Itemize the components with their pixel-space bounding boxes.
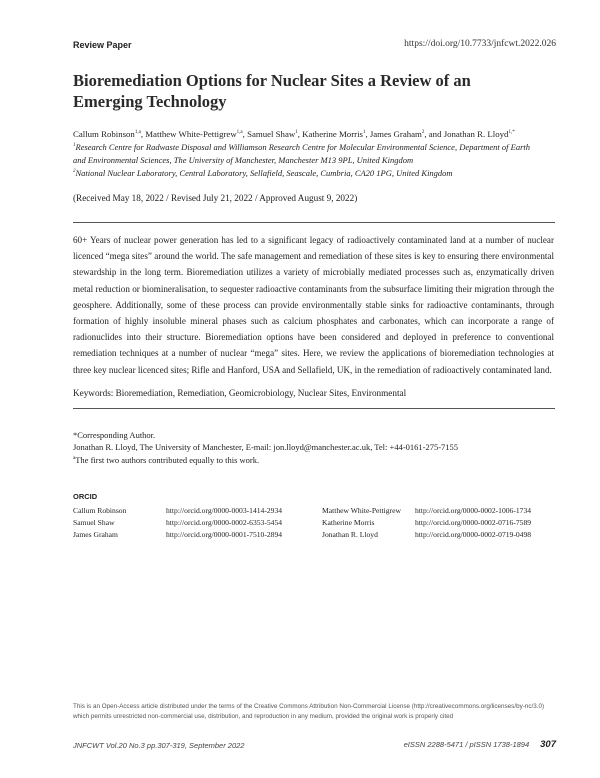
author-sup: 1,* bbox=[508, 130, 515, 135]
affiliation-text: National Nuclear Laboratory, Central Laboratory, Sellafield, Seascale, Cumbria, CA20 1PG, United Kingdom bbox=[75, 167, 453, 178]
divider bbox=[73, 222, 555, 223]
author-sup: 1,a bbox=[236, 130, 243, 135]
affiliation-sup: 2 bbox=[73, 169, 76, 174]
author-name: Matthew White-Pettigrew bbox=[145, 128, 237, 139]
author-sup: 2 bbox=[421, 130, 425, 135]
orcid-author: Katherine Morris bbox=[322, 518, 375, 527]
orcid-link[interactable]: http://orcid.org/0000-0003-1414-2934 bbox=[166, 506, 283, 515]
orcid-author: Callum Robinson bbox=[73, 506, 127, 515]
page-number: 307 bbox=[540, 739, 556, 750]
orcid-author: James Graham bbox=[73, 530, 118, 539]
paper-title: Bioremediation Options for Nuclear Sites a Review of an Emerging Technology bbox=[73, 71, 471, 111]
article-type: Review Paper bbox=[73, 40, 132, 50]
orcid-author: Jonathan R. Lloyd bbox=[322, 530, 378, 539]
license-text: This is an Open-Access article distributed under the terms of the Creative Commons Attribution Non-Commercial License (http://creativecommons.org/licenses/by-nc/3.0) which permits unrestricted non-commercial use, distribution, and reproduction in any medium, provided the original work is properly cited bbox=[73, 703, 545, 720]
orcid-table bbox=[73, 505, 553, 541]
author-sup: 1 bbox=[295, 130, 298, 135]
orcid-row bbox=[73, 517, 553, 529]
received-dates: (Received May 18, 2022 / Revised July 21, 2022 / Approved August 9, 2022) bbox=[73, 193, 358, 203]
corr-note-text: The first two authors contributed equally to this work. bbox=[75, 454, 260, 465]
issn: eISSN 2288-5471 / pISSN 1738-1894 bbox=[403, 740, 530, 749]
author-sup: 1 bbox=[362, 130, 366, 135]
correspondence bbox=[73, 430, 458, 466]
journal-citation: JNFCWT Vol.20 No.3 pp.307-319, September 2022 bbox=[73, 741, 245, 750]
divider bbox=[73, 408, 555, 409]
affiliation-sup: 1 bbox=[73, 143, 76, 148]
orcid-link[interactable]: http://orcid.org/0000-0002-6353-5454 bbox=[166, 518, 283, 527]
corr-label: *Corresponding Author. bbox=[73, 430, 156, 440]
keywords: Keywords: Bioremediation, Remediation, Geomicrobiology, Nuclear Sites, Environmental bbox=[73, 388, 407, 398]
author-list: Callum Robinson$^{1,a}$, Matthew White-Pettigrew$^{1,a}$, Samuel Shaw$^1$, Katherine Morris$^1$, James Graham$^2$, and Jonathan R. Lloyd$^{1,*}$ bbox=[73, 128, 515, 139]
affiliation bbox=[73, 139, 543, 167]
orcid-row bbox=[73, 529, 553, 541]
orcid-title: ORCID bbox=[73, 492, 98, 501]
affiliation bbox=[73, 165, 543, 180]
footer-right bbox=[404, 739, 556, 750]
author-sup: 1,a bbox=[134, 130, 141, 135]
orcid-row bbox=[73, 505, 553, 517]
orcid-author: Matthew White-Pettigrew bbox=[322, 506, 401, 515]
author-name: Samuel Shaw bbox=[247, 128, 296, 139]
orcid-link[interactable]: http://orcid.org/0000-0002-1006-1734 bbox=[415, 506, 532, 515]
author-name: Callum Robinson bbox=[73, 128, 135, 139]
orcid-link[interactable]: http://orcid.org/0000-0001-7510-2894 bbox=[166, 530, 283, 539]
author-name: James Graham bbox=[369, 128, 422, 139]
author-name: Katherine Morris bbox=[302, 128, 363, 139]
orcid-author: Samuel Shaw bbox=[73, 518, 115, 527]
orcid-link[interactable]: http://orcid.org/0000-0002-0716-7589 bbox=[415, 518, 532, 527]
orcid-link[interactable]: http://orcid.org/0000-0002-0719-0498 bbox=[415, 530, 532, 539]
doi-link[interactable]: https://doi.org/10.7733/jnfcwt.2022.026 bbox=[404, 39, 556, 49]
corr-note bbox=[73, 453, 458, 466]
corr-note-sup: a bbox=[73, 456, 76, 461]
corr-contact: Jonathan R. Lloyd, The University of Manchester, E-mail: jon.lloyd@manchester.ac.uk, Tel: +44-0161-275-7155 bbox=[73, 441, 459, 452]
abstract: 60+ Years of nuclear power generation has led to a significant legacy of radioactively contaminated land at a number of nuclear licenced “mega sites” around the world. The safe management and remediation of these sites is key to ensuring there environmental stewardship in the long term. Bioremediation utilizes a variety of microbially mediated processes such as, enzymatically driven metal reduction or biomineralisation, to sequester radioactive contaminants from the subsurface limiting their migration through the geosphere. Additionally, some of these process can provide environmentally stable sinks for radioactive contaminants, through formation of highly insoluble mineral phases such as calcium phosphates and carbonates, which can incorporate a range of radionuclides into their structure. Bioremediation options have been considered and deployed in preference to conventional remediation techniques at a number of nuclear “mega” sites. Here, we review the applications of bioremediation technologies at three key nuclear licenced sites; Rifle and Hanford, USA and Sellafield, UK, in the remediation of radioactively contaminated land. bbox=[73, 235, 554, 375]
affiliation-text: Research Centre for Radwaste Disposal and Williamson Research Centre for Molecular Environmental Science, Department of Earth and Environmental Sciences, The University of Manchester, Manchester M13 9PL, United Kingdom bbox=[73, 141, 531, 165]
author-name: Jonathan R. Lloyd bbox=[443, 128, 509, 139]
